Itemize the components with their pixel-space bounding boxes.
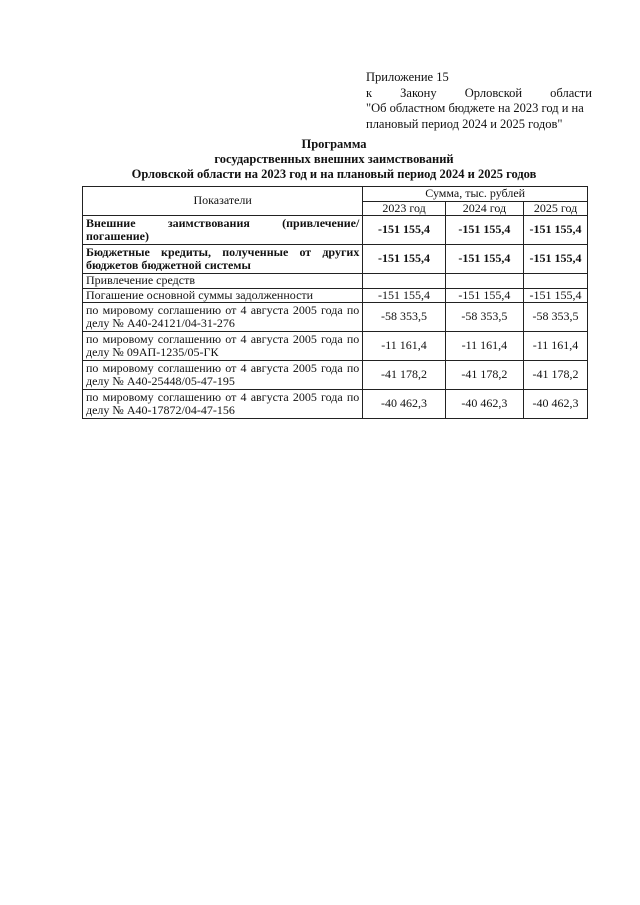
row-value-2025: -40 462,3	[524, 390, 588, 419]
table-row	[83, 274, 588, 289]
appendix-word: к	[366, 85, 373, 100]
row-value-2023: -40 462,3	[363, 390, 445, 419]
row-value-2024: -151 155,4	[445, 216, 523, 245]
appendix-word: Закону	[400, 85, 437, 100]
row-value-2023: -41 178,2	[363, 361, 445, 390]
row-value-2025: -58 353,5	[524, 303, 588, 332]
row-label: Привлечение средств	[83, 274, 363, 289]
row-value-2024: -40 462,3	[445, 390, 523, 419]
row-label: Погашение основной суммы задолженности	[83, 288, 363, 303]
appendix-word: области	[550, 85, 592, 100]
row-value-2025: -11 161,4	[524, 332, 588, 361]
header-year-2024: 2024 год	[445, 201, 523, 216]
row-value-2024	[445, 274, 523, 289]
title-line-2: государственных внешних заимствований	[214, 152, 454, 166]
table-row	[83, 332, 588, 361]
row-value-2025	[524, 274, 588, 289]
table-row	[83, 288, 588, 303]
document-title	[80, 137, 588, 182]
table-row	[83, 216, 588, 245]
row-value-2024: -41 178,2	[445, 361, 523, 390]
row-label: по мировому соглашению от 4 августа 2005 года по делу № А40-25448/05-47-195	[83, 361, 363, 390]
appendix-number: Приложение 15	[366, 70, 449, 84]
appendix-law-title-2: плановый период 2024 и 2025 годов"	[366, 116, 563, 131]
row-value-2023: -11 161,4	[363, 332, 445, 361]
title-line-1: Программа	[301, 137, 367, 151]
row-value-2025: -151 155,4	[524, 288, 588, 303]
row-label: по мировому соглашению от 4 августа 2005 года по делу № А40-24121/04-31-276	[83, 303, 363, 332]
row-label: по мировому соглашению от 4 августа 2005 года по делу № А40-17872/04-47-156	[83, 390, 363, 419]
row-label: Бюджетные кредиты, полученные от других бюджетов бюджетной системы	[83, 245, 363, 274]
header-year-2023: 2023 год	[363, 201, 445, 216]
row-value-2023: -151 155,4	[363, 288, 445, 303]
borrowings-table	[82, 186, 588, 419]
appendix-word: Орловской	[464, 85, 523, 100]
appendix-law-ref	[366, 86, 592, 102]
row-label: по мировому соглашению от 4 августа 2005 года по делу № 09АП-1235/05-ГК	[83, 332, 363, 361]
row-value-2024: -151 155,4	[445, 245, 523, 274]
table-row	[83, 245, 588, 274]
row-value-2024: -58 353,5	[445, 303, 523, 332]
table-row	[83, 390, 588, 419]
appendix-header	[366, 70, 592, 132]
row-label: Внешние заимствования (привлечение/погашение)	[83, 216, 363, 245]
row-value-2025: -151 155,4	[524, 245, 588, 274]
table-row	[83, 303, 588, 332]
table-header-row	[83, 187, 588, 202]
row-value-2023: -151 155,4	[363, 245, 445, 274]
header-indicator: Показатели	[83, 187, 363, 216]
row-value-2024: -151 155,4	[445, 288, 523, 303]
row-value-2023: -58 353,5	[363, 303, 445, 332]
table-row	[83, 361, 588, 390]
title-line-3: Орловской области на 2023 год и на плановый период 2024 и 2025 годов	[131, 167, 537, 181]
appendix-law-title-1: "Об областном бюджете на 2023 год и на	[366, 101, 584, 115]
row-value-2025: -151 155,4	[524, 216, 588, 245]
row-value-2025: -41 178,2	[524, 361, 588, 390]
header-year-2025: 2025 год	[524, 201, 588, 216]
row-value-2023	[363, 274, 445, 289]
row-value-2023: -151 155,4	[363, 216, 445, 245]
row-value-2024: -11 161,4	[445, 332, 523, 361]
header-sum: Сумма, тыс. рублей	[363, 187, 588, 202]
